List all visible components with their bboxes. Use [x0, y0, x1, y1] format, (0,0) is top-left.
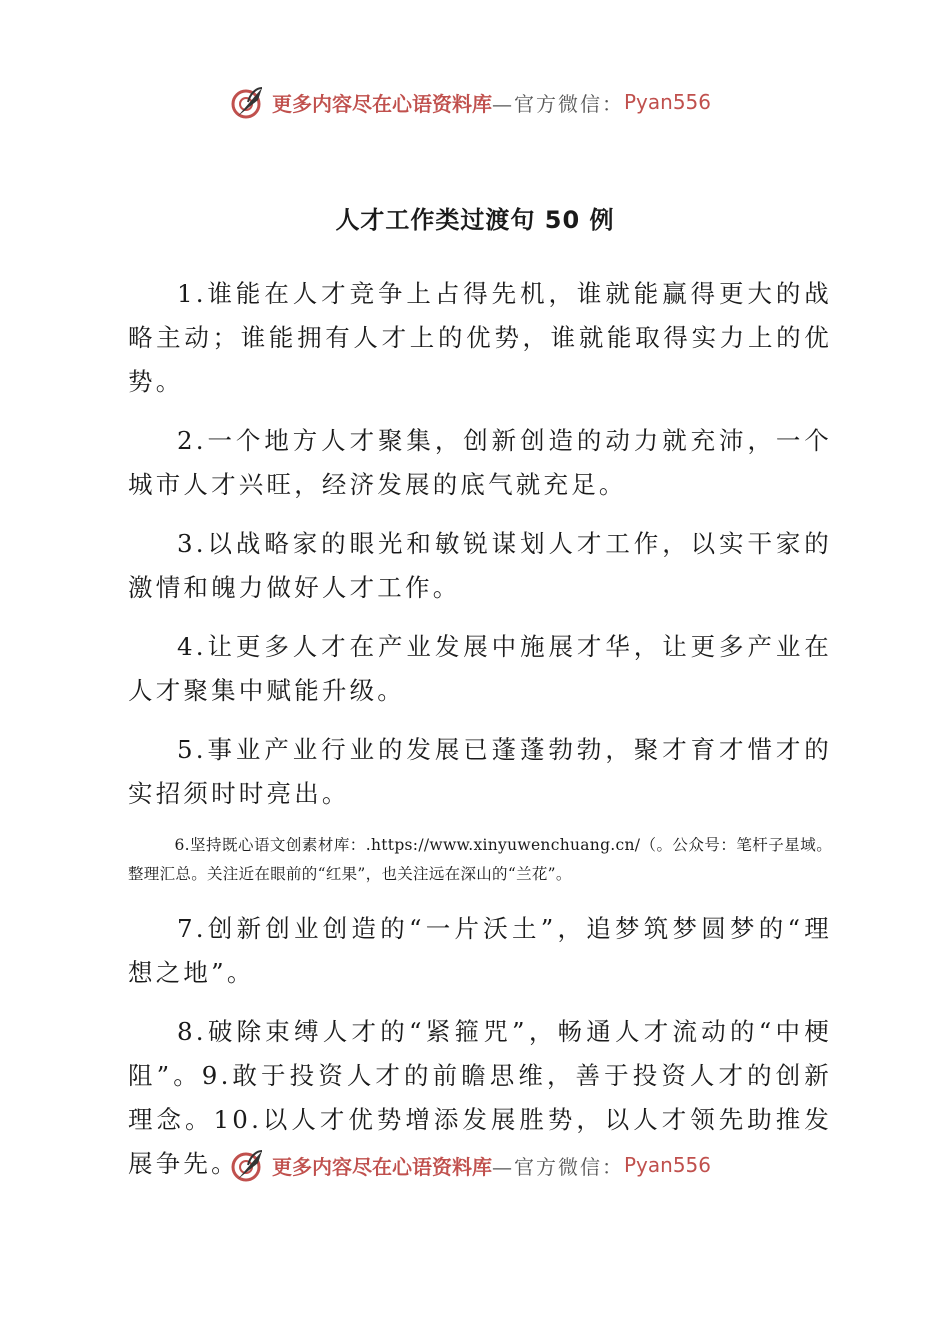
footer-banner	[228, 1145, 728, 1185]
header-banner	[228, 82, 728, 122]
paragraph-5: 5.事业产业行业的发展已蓬蓬勃勃，聚才育才惜才的实招须时时亮出。	[128, 735, 832, 808]
paragraph-7: 7.创新创业创造的“一片沃土”，追梦筑梦圆梦的“理想之地”。	[128, 914, 832, 987]
banner-sub-text: —官方微信：	[492, 91, 624, 116]
paragraph-3: 3.以战略家的眼光和敏锐谋划人才工作，以实干家的激情和魄力做好人才工作。	[128, 529, 832, 602]
banner-main-text: 更多内容尽在心语资料库	[272, 1154, 492, 1179]
banner-main-text: 更多内容尽在心语资料库	[272, 91, 492, 116]
paragraph-4: 4.让更多人才在产业发展中施展才华，让更多产业在人才聚集中赋能升级。	[128, 632, 832, 705]
document-body	[128, 272, 832, 1201]
paragraph-2: 2.一个地方人才聚集，创新创造的动力就充沛，一个城市人才兴旺，经济发展的底气就充足。	[128, 426, 832, 499]
paragraph-1: 1.谁能在人才竞争上占得先机，谁就能赢得更大的战略主动；谁能拥有人才上的优势，谁就能取得实力上的优势。	[128, 279, 832, 396]
note-paragraph: 6.坚持既心语文创素材库：.https://www.xinyuwenchuang.cn/（。公众号：笔杆子星域。整理汇总。关注近在眼前的“红果”，也关注远在深山的“兰花”。	[128, 836, 832, 883]
quill-logo-icon	[228, 82, 268, 122]
page-title: 人才工作类过渡句 50 例	[335, 206, 615, 234]
quill-logo-icon	[228, 1145, 268, 1185]
banner-wechat-id: Pyan556	[624, 1153, 712, 1177]
banner-sub-text: —官方微信：	[492, 1154, 624, 1179]
banner-wechat-id: Pyan556	[624, 90, 712, 114]
paragraph-8-10: 8.破除束缚人才的“紧箍咒”，畅通人才流动的“中梗阻”。9.敢于投资人才的前瞻思维，善于投资人才的创新理念。10.以人才优势增添发展胜势，以人才领先助推发展争先。	[128, 1017, 832, 1178]
